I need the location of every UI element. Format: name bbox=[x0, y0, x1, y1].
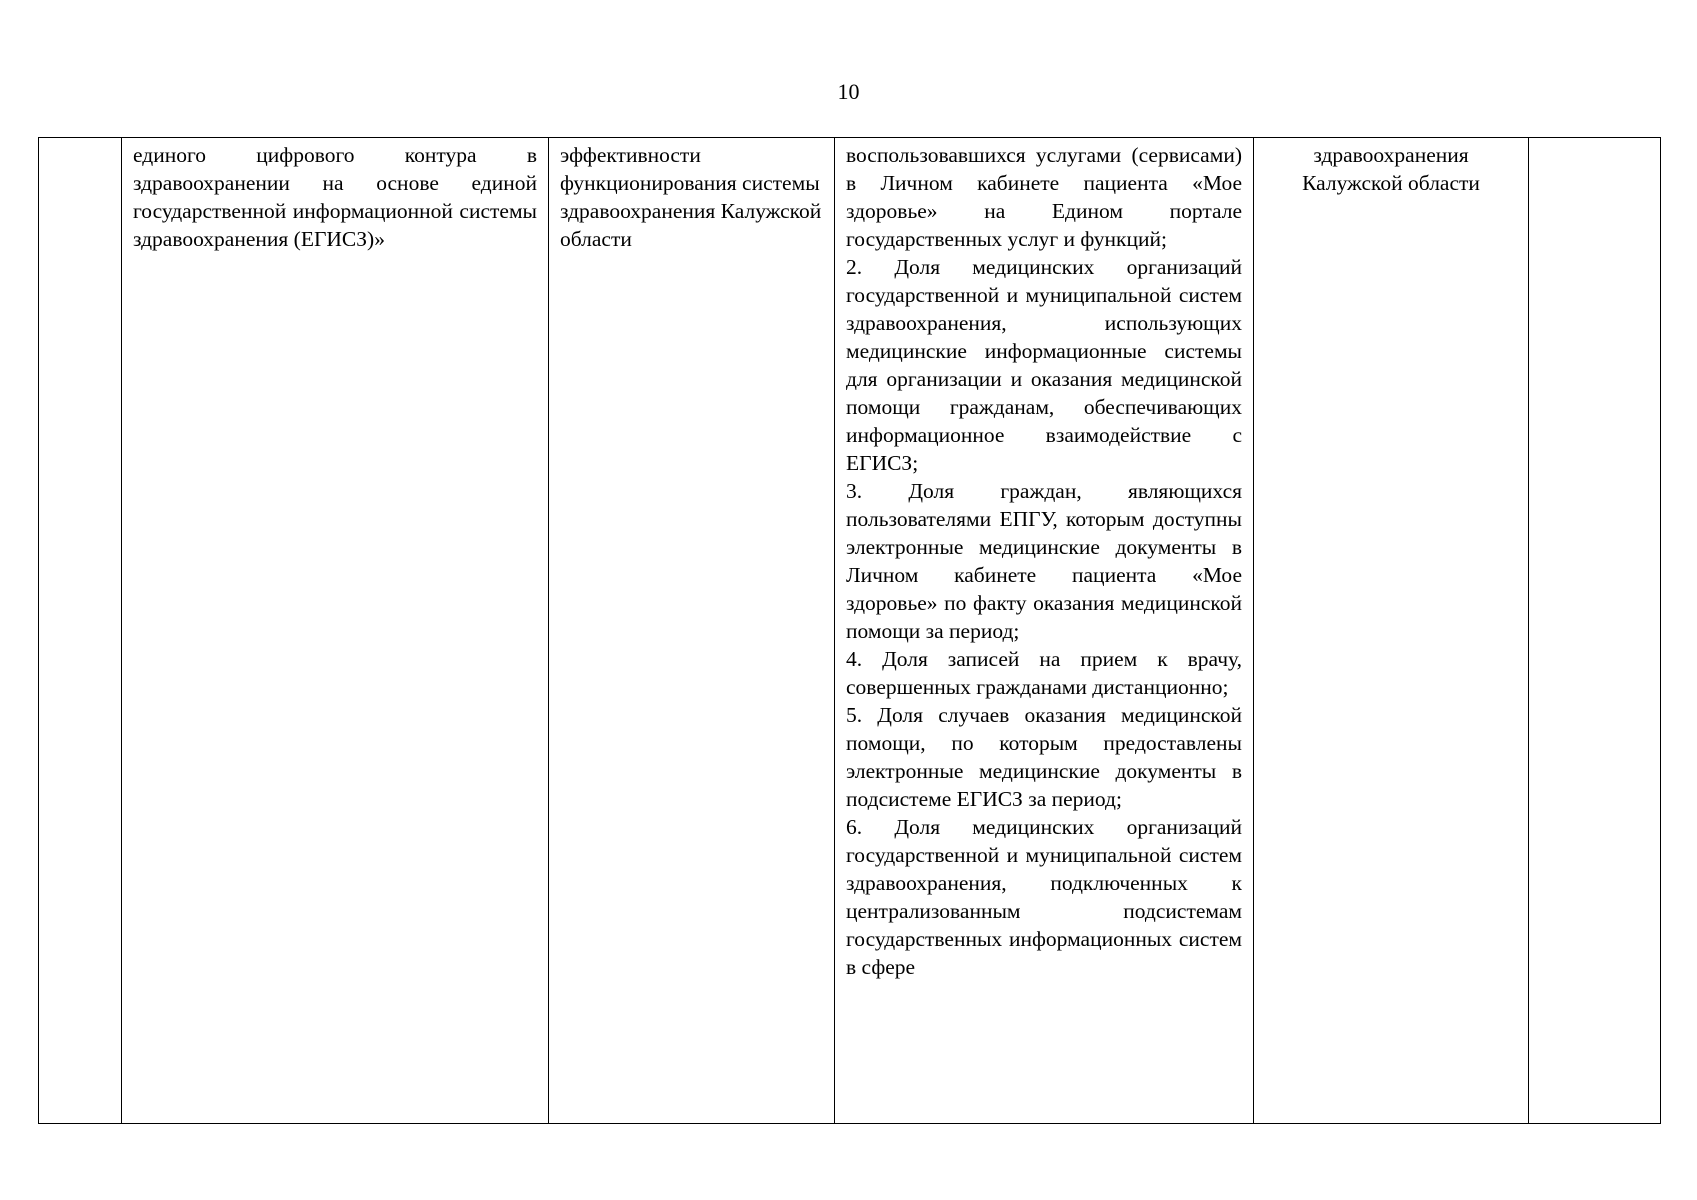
table-cell-responsible: здравоохранения Калужской области bbox=[1254, 138, 1529, 1124]
table-cell-project-name: единого цифрового контура в здравоохранении на основе единой государственной информационной системы здравоохранения (ЕГИСЗ)» bbox=[122, 138, 549, 1124]
program-table bbox=[38, 137, 1661, 1124]
indicator-item: 3. Доля граждан, являющихся пользователями ЕПГУ, которым доступны электронные медицинские документы в Личном кабинете пациента «Мое здоровье» по факту оказания медицинской помощи за период; bbox=[846, 479, 1242, 643]
table-cell-notes bbox=[1529, 138, 1661, 1124]
indicator-item: 6. Доля медицинских организаций государственной и муниципальной систем здравоохранения, подключенных к централизованным подсистемам государственных информационных систем в сфере bbox=[846, 815, 1242, 979]
indicator-item: воспользовавшихся услугами (сервисами) в Личном кабинете пациента «Мое здоровье» на Едином портале государственных услуг и функций; bbox=[846, 143, 1242, 251]
indicator-item: 4. Доля записей на прием к врачу, совершенных гражданами дистанционно; bbox=[846, 647, 1242, 699]
page-number: 10 bbox=[837, 79, 860, 104]
table-cell-number bbox=[39, 138, 122, 1124]
indicator-item: 5. Доля случаев оказания медицинской помощи, по которым предоставлены электронные медицинские документы в подсистеме ЕГИСЗ за период; bbox=[846, 703, 1242, 811]
indicator-item: 2. Доля медицинских организаций государственной и муниципальной систем здравоохранения, использующих медицинские информационные системы для организации и оказания медицинской помощи гражданам, обеспечивающих информационное взаимодействие с ЕГИСЗ; bbox=[846, 255, 1242, 475]
table-row bbox=[39, 138, 1661, 1124]
table-cell-goal: эффективности функционирования системы здравоохранения Калужской области bbox=[549, 138, 835, 1124]
table-cell-indicators bbox=[835, 138, 1254, 1124]
